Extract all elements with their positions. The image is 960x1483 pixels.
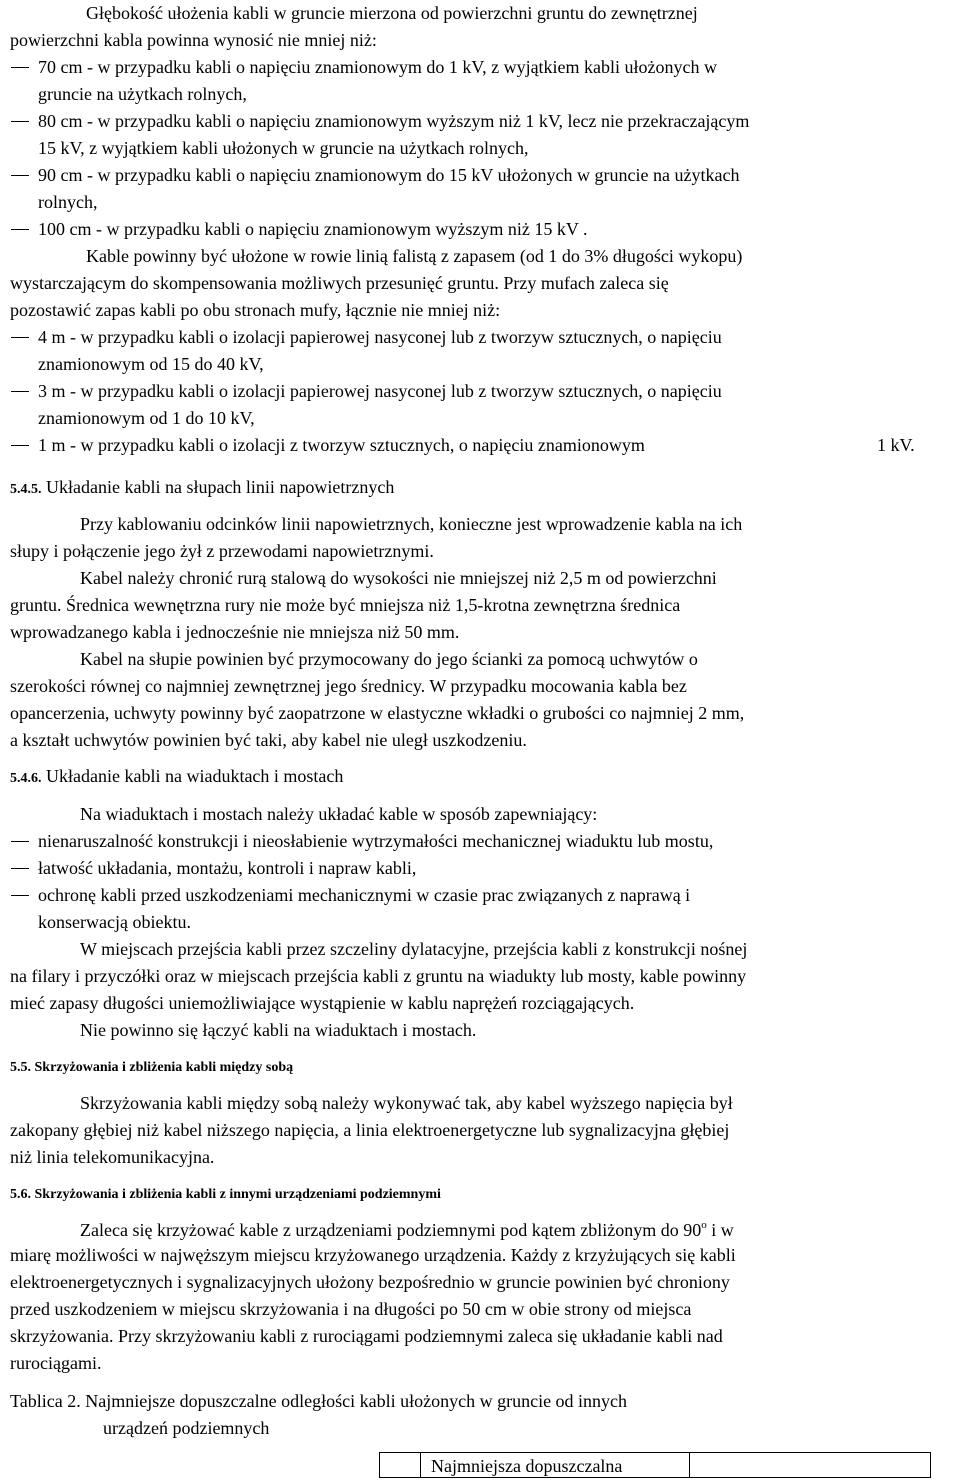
sec545-p3-line-4: a kształt uchwytów powinien być taki, aby kabel nie uległ uszkodzeniu. [10,730,527,750]
section-heading-5-5: 5.5. Skrzyżowania i zbliżenia kabli między sobą [10,1060,294,1075]
list-dash [11,895,29,896]
sec546-p1: Na wiaduktach i mostach należy układać kable w sposób zapewniający: [80,804,598,824]
sec56-p1-text: Zaleca się krzyżować kable z urządzeniami podziemnymi pod kątem zbliżonym do 90 [80,1220,702,1240]
list-dash [11,391,29,392]
table-caption-line-1: Tablica 2. Najmniejsze dopuszczalne odległości kabli ułożonych w gruncie od innych [10,1391,628,1411]
reserve-item-4m-line-2: znamionowym od 15 do 40 kV, [38,354,264,374]
list-dash [11,868,29,869]
sec55-p1-line-1: Skrzyżowania kabli między sobą należy wykonywać tak, aby kabel wyższego napięcia był [80,1093,733,1113]
sec546-p2-line-1: W miejscach przejścia kabli przez szczeliny dylatacyjne, przejścia kabli z konstrukcji nośnej [80,939,748,959]
sec56-p1-line-2: miarę możliwości w najwęższym miejscu krzyżowanego urządzenia. Każdy z krzyżujących się kabli [10,1245,736,1265]
depth-item-90-line-2: rolnych, [38,192,98,212]
section-heading-5-6: 5.6. Skrzyżowania i zbliżenia kabli z innymi urządzeniami podziemnymi [10,1187,441,1202]
sec545-p2-line-1: Kabel należy chronić rurą stalową do wysokości nie mniejszej niż 2,5 m od powierzchni [80,568,717,588]
sec546-p3: Nie powinno się łączyć kabli na wiaduktach i mostach. [80,1020,477,1040]
sec546-item-3-line-1: ochronę kabli przed uszkodzeniami mechanicznymi w czasie prac związanych z naprawą i [38,885,691,905]
list-dash [11,445,29,446]
sec55-p1-line-3: niż linia telekomunikacyjna. [10,1147,215,1167]
reserve-line-2: wystarczającym do skompensowania możliwych przesunięć gruntu. Przy mufach zaleca się [10,273,669,293]
sec55-p1-line-2: zakopany głębiej niż kabel niższego napięcia, a linia elektroenergetyczne lub sygnalizacyjna głębiej [10,1120,730,1140]
intro-line-1: Głębokość ułożenia kabli w gruncie mierzona od powierzchni gruntu do zewnętrznej [86,3,698,23]
sec546-item-2: łatwość układania, montażu, kontroli i napraw kabli, [38,858,417,878]
intro-line-2: powierzchni kabla powinna wynosić nie mniej niż: [10,30,377,50]
sec545-p2-line-2: gruntu. Średnica wewnętrzna rury nie może być mniejsza niż 1,5-krotna zewnętrzna średnica [10,595,681,615]
sec546-item-1: nienaruszalność konstrukcji i nieosłabienie wytrzymałości mechanicznej wiaduktu lub mostu, [38,831,714,851]
section-number: 5.4.5. [10,482,42,497]
list-dash [11,121,29,122]
sec546-item-3-line-2: konserwacją obiektu. [38,912,191,932]
sec56-p1-line-3: elektroenergetycznych i sygnalizacyjnych ułożony bezpośrednio w gruncie powinien być chroniony [10,1272,730,1292]
reserve-item-3m-line-1: 3 m - w przypadku kabli o izolacji papierowej nasyconej lub z tworzyw sztucznych, o napięciu [38,381,722,401]
sec56-p1-line-5: skrzyżowania. Przy skrzyżowaniu kabli z rurociągami podziemnymi zaleca się układanie kabli nad [10,1326,723,1346]
sec546-p2-line-3: mieć zapasy długości uniemożliwiające wystąpienie w kablu naprężeń rozciągających. [10,993,635,1013]
section-heading-5-4-6 [10,765,343,790]
list-dash [11,229,29,230]
table-caption-line-2: urządzeń podziemnych [103,1418,270,1438]
reserve-item-3m-line-2: znamionowym od 1 do 10 kV, [38,408,255,428]
section-number: 5.4.6. [10,771,42,786]
sec546-p2-line-2: na filary i przyczółki oraz w miejscach przejścia kabli z gruntu na wiadukty lub mosty, kable powinny [10,966,747,986]
sec545-p3-line-2: szerokości równej co najmniej zewnętrznej jego średnicy. W przypadku mocowania kabla bez [10,676,687,696]
sec545-p1-line-1: Przy kablowaniu odcinków linii napowietrznych, konieczne jest wprowadzenie kabla na ich [80,514,743,534]
section-heading-5-4-5 [10,476,394,501]
reserve-item-1m: 1 m - w przypadku kabli o izolacji z tworzyw sztucznych, o napięciu znamionowym [38,435,645,455]
depth-item-80-line-1: 80 cm - w przypadku kabli o napięciu znamionowym wyższym niż 1 kV, lecz nie przekraczającym [38,111,750,131]
table-header-cell [420,1453,690,1477]
reserve-line-3: pozostawić zapas kabli po obu stronach mufy, łącznie nie mniej niż: [10,300,501,320]
list-dash [11,175,29,176]
section-title: Układanie kabli na słupach linii napowietrznych [46,477,395,497]
degree-superscript: o [701,1219,707,1231]
section-title: Układanie kabli na wiaduktach i mostach [46,766,344,786]
sec545-p1-line-2: słupy i połączenie jego żył z przewodami napowietrznymi. [10,541,434,561]
sec545-p3-line-3: opancerzenia, uchwyty powinny być zaopatrzone w elastyczne wkładki o grubości co najmniej 2 mm, [10,703,745,723]
list-dash [11,337,29,338]
reserve-item-1m-tail: 1 kV. [877,435,915,455]
sec56-p1-line-4: przed uszkodzeniem w miejscu skrzyżowania i na długości po 50 cm w obie strony od miejsca [10,1299,692,1319]
table-header-text: Najmniejsza dopuszczalna [431,1456,623,1476]
depth-item-100: 100 cm - w przypadku kabli o napięciu znamionowym wyższym niż 15 kV . [38,219,588,239]
reserve-line-1: Kable powinny być ułożone w rowie linią falistą z zapasem (od 1 do 3% długości wykopu) [86,246,743,266]
sec545-p2-line-3: wprowadzanego kabla i jednocześnie nie mniejsza niż 50 mm. [10,622,460,642]
sec56-p1-line-1 [80,1219,734,1241]
sec56-p1-line-6: rurociągami. [10,1353,102,1373]
depth-item-80-line-2: 15 kV, z wyjątkiem kabli ułożonych w gruncie na użytkach rolnych, [38,138,529,158]
sec56-p1-text-tail: i w [706,1220,734,1240]
depth-item-70-line-2: gruncie na użytkach rolnych, [38,84,247,104]
distance-table [379,1452,931,1478]
list-dash [11,841,29,842]
reserve-item-4m-line-1: 4 m - w przypadku kabli o izolacji papierowej nasyconej lub z tworzyw sztucznych, o napięciu [38,327,722,347]
depth-item-90-line-1: 90 cm - w przypadku kabli o napięciu znamionowym do 15 kV ułożonych w gruncie na użytkach [38,165,740,185]
depth-item-70-line-1: 70 cm - w przypadku kabli o napięciu znamionowym do 1 kV, z wyjątkiem kabli ułożonych w [38,57,718,77]
list-dash [11,67,29,68]
sec545-p3-line-1: Kabel na słupie powinien być przymocowany do jego ścianki za pomocą uchwytów o [80,649,698,669]
